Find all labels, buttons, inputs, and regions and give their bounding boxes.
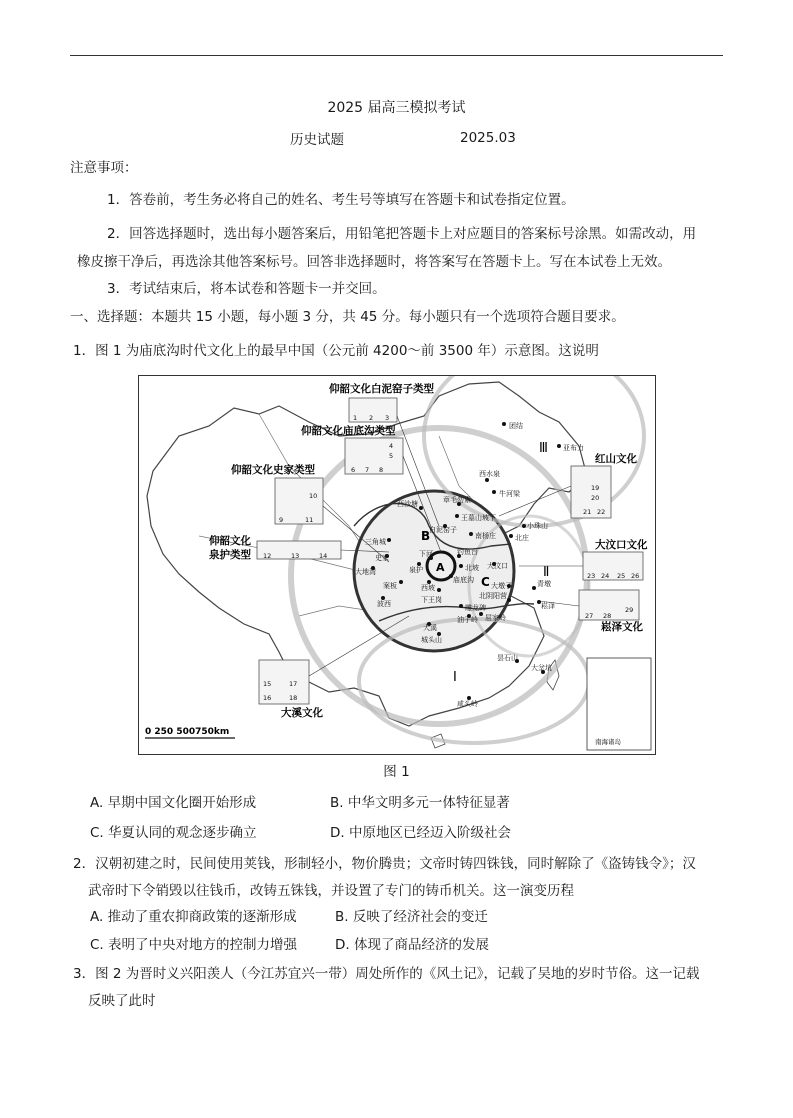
artifact-number: 2: [369, 414, 374, 422]
section-heading: 一、选择题：本题共 15 小题，每小题 3 分，共 45 分。每小题只有一个选项符合题目要求。: [70, 309, 625, 325]
q2-option-a[interactable]: A. 推动了重农抑商政策的逐渐形成: [90, 909, 297, 925]
region-label-III: Ⅲ: [539, 441, 548, 456]
site-label: 大墩子: [491, 582, 512, 590]
site-label: 北坡: [465, 564, 479, 572]
inset-label: 南海诸岛: [595, 738, 621, 746]
exam-title: 2025 届高三模拟考试: [327, 100, 466, 116]
site-label: 北阴阳营: [479, 592, 507, 600]
notice-item-2: 2．回答选择题时，选出每小题答案后，用铅笔把答题卡上对应题目的答案标号涂黑。如需改动，用: [107, 226, 697, 242]
figure-1-map: [138, 375, 656, 755]
artifact-number: 19: [591, 484, 600, 492]
site-label: 西沙塘: [397, 500, 418, 508]
artifact-number: 13: [291, 552, 300, 560]
artifact-number: 9: [279, 516, 284, 524]
inset-map: [587, 658, 651, 750]
artifact-number: 8: [379, 466, 384, 474]
artifact-number: 23: [587, 572, 596, 580]
site-label: 章毛勿素: [443, 496, 471, 504]
artifact-number: 21: [583, 508, 592, 516]
artifact-number: 22: [597, 508, 606, 516]
map-svg: [139, 376, 655, 754]
figure-1-caption: 图 1: [383, 764, 410, 780]
site-label: 牛河梁: [499, 490, 520, 498]
circle-label-B: B: [421, 529, 431, 543]
q2-option-d[interactable]: D. 体现了商品经济的发展: [335, 937, 489, 953]
site-label: 崧泽: [541, 602, 555, 610]
q1-option-b[interactable]: B. 中华文明多元一体特征显著: [330, 795, 510, 811]
site-label: 大坌坑: [531, 664, 552, 672]
q3-stem-line2: 反映了此时: [88, 993, 156, 1009]
site-label: 南杨庄: [475, 532, 496, 540]
artifact-number: 5: [389, 452, 394, 460]
artifact-number: 29: [625, 606, 634, 614]
site-label: 青墩: [537, 580, 551, 588]
notice-item-2-cont: 橡皮擦干净后，再选涂其他答案标号。回答非选择题时，将答案写在答题卡上。写在本试卷上无效。: [77, 254, 671, 270]
site-label: 小珠山: [527, 522, 548, 530]
artifact-number: 7: [365, 466, 370, 474]
q2-stem-line1: 2．汉朝初建之时，民间使用荚钱，形制轻小，物价腾贵；文帝时铸四铢钱，同时解除了《盗铸钱令》；汉: [73, 856, 696, 872]
circle-label-A: A: [436, 561, 445, 574]
site-label: 白泥窑子: [429, 526, 457, 534]
q1-stem: 1．图 1 为庙底沟时代文化上的最早中国（公元前 4200～前 3500 年）示意图。这说明: [73, 343, 599, 359]
label-baini: 仰韶文化白泥窑子类型: [329, 383, 434, 395]
label-hongshan: 红山文化: [595, 453, 637, 465]
artifact-number: 6: [351, 466, 356, 474]
site-label: 庙底沟: [453, 576, 474, 584]
exam-subject: 历史试题: [290, 132, 344, 148]
label-dawenkou: 大汶口文化: [595, 539, 648, 551]
site-label: 钓鱼台: [457, 548, 478, 556]
circle-label-C: C: [481, 575, 490, 589]
q2-stem-line2: 武帝时下令销毁以往钱币，改铸五铢钱，并设置了专门的铸币机关。这一演变历程: [88, 883, 574, 899]
site-label: 波西: [377, 600, 391, 608]
site-label: 三角城: [365, 538, 386, 546]
artifact-number: 1: [353, 414, 358, 422]
region-label-II: Ⅱ: [543, 565, 550, 580]
site-label: 城头山: [421, 636, 442, 644]
notice-item-1: 1．答卷前，考生务必将自己的姓名、考生号等填写在答题卡和试卷指定位置。: [107, 192, 575, 208]
artifact-number: 24: [601, 572, 610, 580]
site-label: 屈家岭: [485, 614, 506, 622]
site-label: 史家: [375, 554, 389, 562]
scale-label: 0 250 500750km: [145, 727, 230, 737]
artifact-number: 26: [631, 572, 640, 580]
artifact-number: 18: [289, 694, 298, 702]
artifact-number: 28: [603, 612, 612, 620]
site-label: 油子岭: [457, 616, 478, 624]
q1-option-a[interactable]: A. 早期中国文化圈开始形成: [90, 795, 257, 811]
artifact-number: 25: [617, 572, 626, 580]
artifact-number: 15: [263, 680, 272, 688]
exam-date: 2025.03: [460, 130, 516, 146]
label-miaodi: 仰韶文化庙底沟类型: [301, 425, 396, 437]
artifact-number: 14: [319, 552, 328, 560]
site-label: 下王岗: [421, 596, 442, 604]
site-label: 大汶口: [487, 562, 508, 570]
artifact-number: 16: [263, 694, 272, 702]
artifact-number: 4: [389, 442, 394, 450]
artifact-number: 11: [305, 516, 314, 524]
label-songze: 崧泽文化: [601, 621, 643, 633]
q2-option-b[interactable]: B. 反映了经济社会的变迁: [335, 909, 488, 925]
q2-option-c[interactable]: C. 表明了中央对地方的控制力增强: [90, 937, 298, 953]
site-label: 案板: [383, 582, 397, 590]
top-rule: [70, 55, 723, 56]
site-label: 泉护: [409, 566, 423, 574]
artifact-number: 3: [385, 414, 390, 422]
site-label: 亚布力: [563, 444, 584, 452]
region-label-I: Ⅰ: [453, 670, 457, 685]
q3-stem-line1: 3．图 2 为晋时义兴阳羡人（今江苏宜兴一带）周处所作的《风土记》，记载了吴地的岁时节俗。这一记载: [73, 966, 700, 982]
site-label: 西坡: [421, 584, 435, 592]
site-label: 昙石山: [497, 654, 518, 662]
artifact-number: 27: [585, 612, 594, 620]
site-label: 大溪: [423, 624, 437, 632]
label-quanhu-1: 仰韶文化: [209, 535, 251, 547]
site-label: 咸头岭: [457, 700, 478, 708]
site-label: 北庄: [515, 534, 529, 542]
label-daxi: 大溪文化: [281, 707, 323, 719]
artifact-number: 10: [309, 492, 318, 500]
label-quanhu-2: 泉护类型: [209, 549, 251, 561]
artifact-number: 17: [289, 680, 298, 688]
label-shijia: 仰韶文化史家类型: [231, 464, 315, 476]
site-label: 王墓山坡下: [461, 514, 496, 522]
site-label: 团结: [509, 422, 523, 430]
site-label: 雕龙碑: [465, 604, 486, 612]
q1-option-d[interactable]: D. 中原地区已经迈入阶级社会: [330, 825, 511, 841]
site-label: 西水泉: [479, 470, 500, 478]
q1-option-c[interactable]: C. 华夏认同的观念逐步确立: [90, 825, 257, 841]
artifact-number: 20: [591, 494, 600, 502]
site-label: 大地湾: [355, 568, 376, 576]
site-label: 下河: [419, 550, 433, 558]
artifact-number: 12: [263, 552, 272, 560]
notice-item-3: 3．考试结束后，将本试卷和答题卡一并交回。: [107, 281, 386, 297]
notice-heading: 注意事项：: [70, 160, 138, 176]
